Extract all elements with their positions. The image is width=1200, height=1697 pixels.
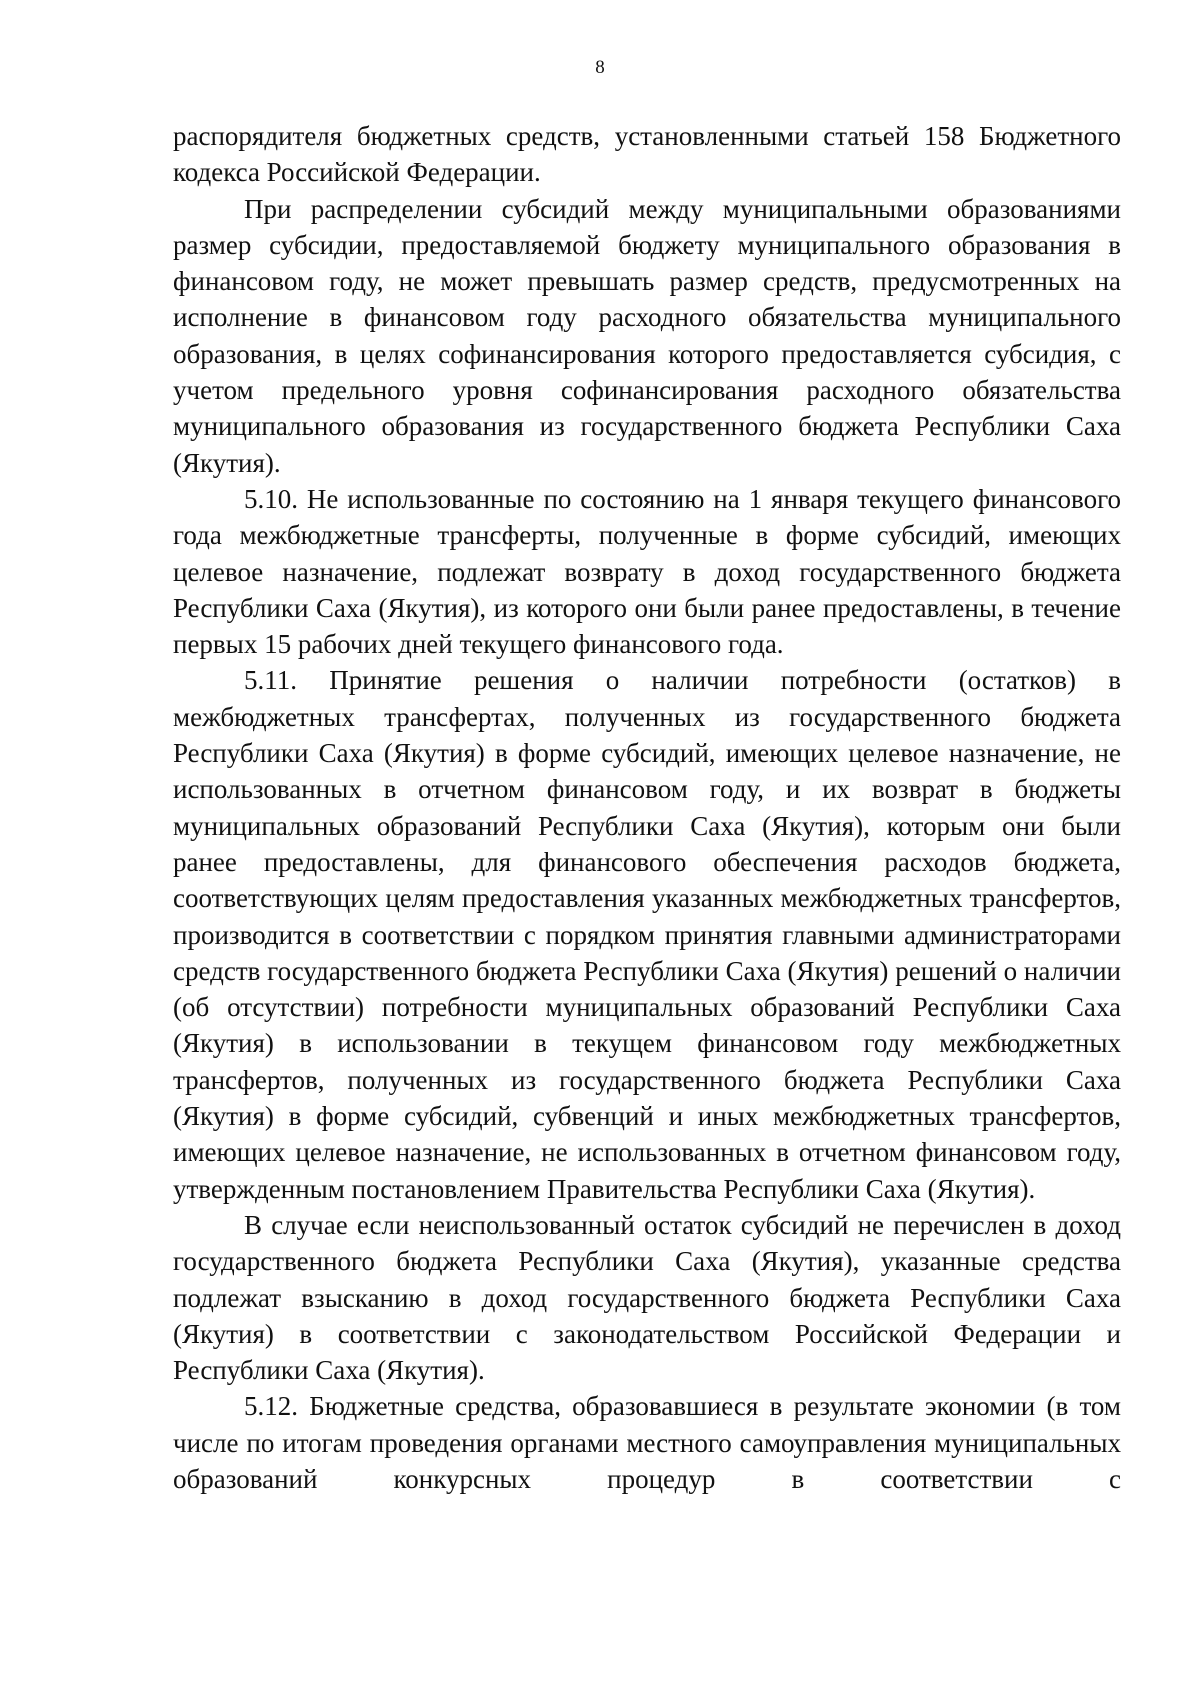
document-body [173,118,1121,1497]
paragraph-5-10: 5.10. Не использованные по состоянию на 1 января текущего финансового года межбюджетные трансферты, полученные в форме субсидий, имеющих целевое назначение, подлежат возврату в доход государственного бюджета Республики Саха (Якутия), из которого они были ранее предоставлены, в течение первых 15 рабочих дней текущего финансового года. [173,483,1121,660]
paragraph-5-12: 5.12. Бюджетные средства, образовавшиеся в результате экономии (в том числе по итогам проведения органами местного самоуправления муниципальных образований конкурсных процедур в соответствии с [173,1391,1121,1494]
paragraph-unused-balance: В случае если неиспользованный остаток субсидий не перечислен в доход государственного бюджета Республики Саха (Якутия), указанные средства подлежат взысканию в доход государственного бюджета Республики Саха (Якутия) в соответствии с законодательством Российской Федерации и Республики Саха (Якутия). [173,1209,1121,1386]
page-number: 8 [595,57,605,78]
paragraph-continuation: распорядителя бюджетных средств, установленными статьей 158 Бюджетного кодекса Российской Федерации. [173,121,1121,188]
paragraph-subsidy-distribution: При распределении субсидий между муниципальными образованиями размер субсидии, предоставляемой бюджету муниципального образования в финансовом году, не может превышать размер средств, предусмотренных на исполнение в финансовом году расходного обязательства муниципального образования, в целях софинансирования которого предоставляется субсидия, с учетом предельного уровня софинансирования расходного обязательства муниципального образования из государственного бюджета Республики Саха (Якутия). [173,193,1121,478]
paragraph-5-11: 5.11. Принятие решения о наличии потребности (остатков) в межбюджетных трансфертах, полученных из государственного бюджета Республики Саха (Якутия) в форме субсидий, имеющих целевое назначение, не использованных в отчетном финансовом году, и их возврат в бюджеты муниципальных образований Республики Саха (Якутия), которым они были ранее предоставлены, для финансового обеспечения расходов бюджета, соответствующих целям предоставления указанных межбюджетных трансфертов, производится в соответствии с порядком принятия главными администраторами средств государственного бюджета Республики Саха (Якутия) решений о наличии (об отсутствии) потребности муниципальных образований Республики Саха (Якутия) в использовании в текущем финансовом году межбюджетных трансфертов, полученных из государственного бюджета Республики Саха (Якутия) в форме субсидий, субвенций и иных межбюджетных трансфертов, имеющих целевое назначение, не использованных в отчетном финансовом году, утвержденным постановлением Правительства Республики Саха (Якутия). [173,665,1121,1204]
